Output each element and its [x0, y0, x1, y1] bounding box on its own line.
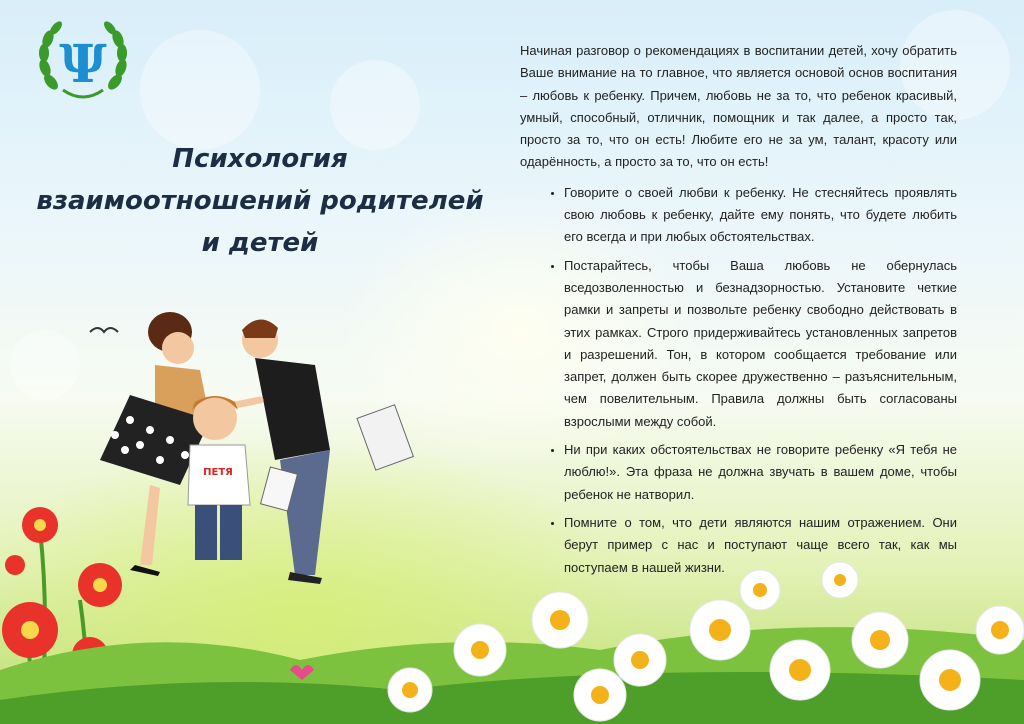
list-item: • Говорите о своей любви к ребенку. Не стесняйтесь проявлять свою любовь к ребенку, дайте ему понять, что будете любить его всегда и при любых обстоятельствах.: [564, 182, 957, 249]
svg-text:ПЕТЯ: ПЕТЯ: [203, 467, 233, 478]
background-bokeh: [330, 60, 420, 150]
background-bokeh: [140, 30, 260, 150]
intro-paragraph: Начиная разговор о рекомендациях в воспитании детей, хочу обратить Ваше внимание на то главное, что является основой основ воспитания – любовь к ребенку. Причем, любовь не за то, что ребенок красивый, умный, способный, отличник, помощник и так далее, а просто так, просто за то, что он есть! Любите его не за ум, талант, красоту или одарённость, а просто за то, что он есть!: [520, 43, 957, 170]
recommendations-list: [520, 182, 957, 579]
list-item: • Постарайтесь, чтобы Ваша любовь не обернулась вседозволенностью и безнадзорностью. Установите четкие рамки и запреты и позвольте ребенку свободно действовать в этих рамках. Строго придерживайтесь установленных запретов и разрешений. Тон, в котором сообщается требование или запрет, должен быть скорее дружественно – разъяснительным, чем повелительным. Правила должны быть согласованы взрослыми между собой.: [564, 255, 957, 433]
svg-text:Ψ: Ψ: [59, 34, 107, 95]
psi-laurel-logo-icon: [33, 20, 133, 106]
father-figure: [235, 319, 413, 584]
list-item: • Помните о том, что дети являются нашим отражением. Они берут пример с нас и поступают чаще всего так, как мы поступаем в нашей жизни.: [564, 512, 957, 579]
list-item: • Ни при каких обстоятельствах не говорите ребенку «Я тебя не люблю!». Эта фраза не должна звучать в вашем доме, чтобы ребенок не натворил.: [564, 439, 957, 506]
page-title: [20, 138, 500, 264]
title-line: и детей: [201, 228, 319, 258]
title-line: взаимоотношений родителей: [36, 186, 484, 216]
title-line: Психология: [172, 144, 348, 174]
article-body: [520, 40, 957, 585]
